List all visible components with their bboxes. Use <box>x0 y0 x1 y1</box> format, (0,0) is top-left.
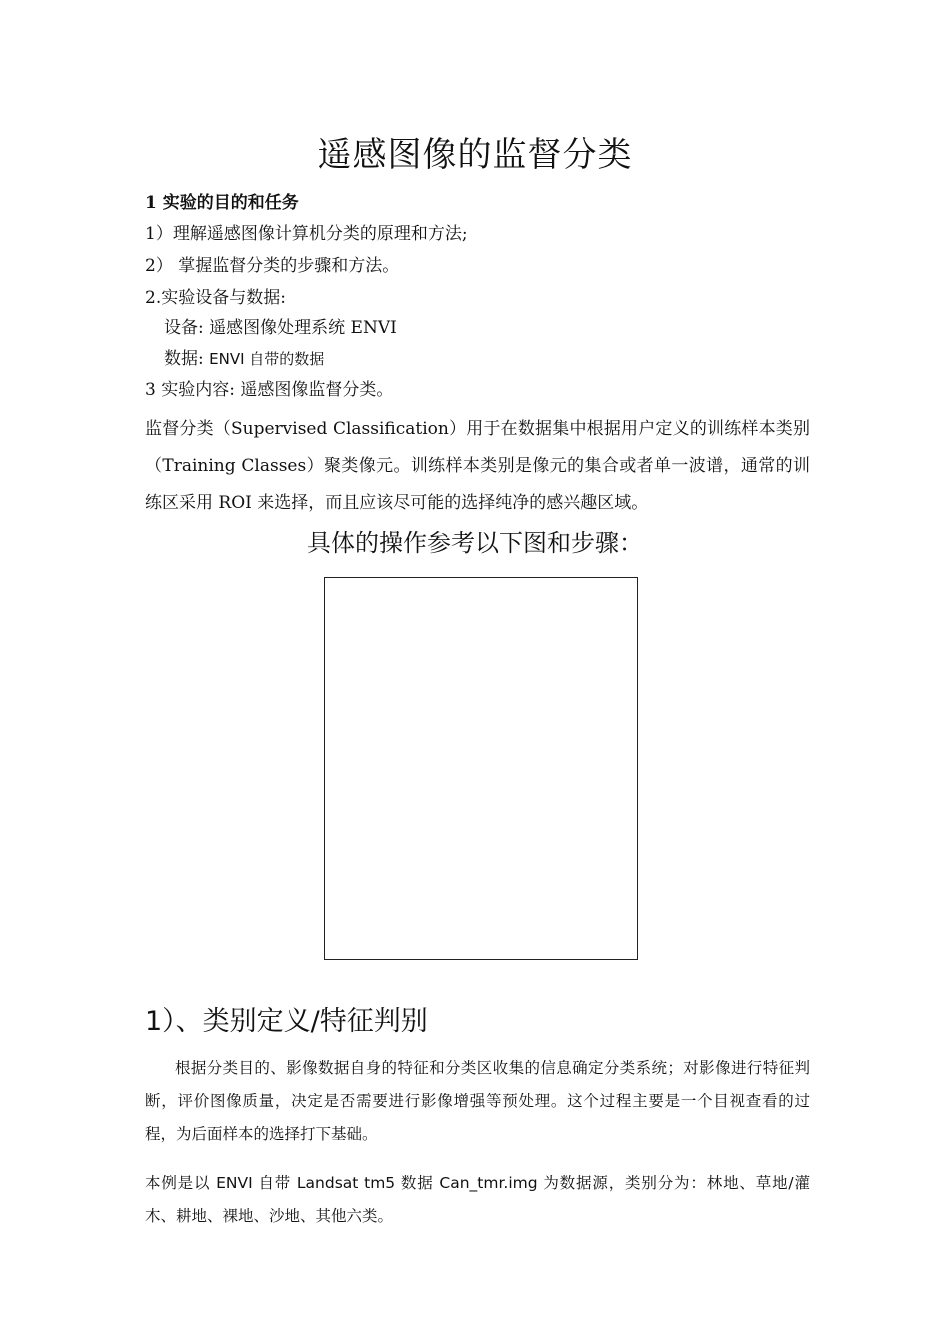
section-1-item-2: 2） 掌握监督分类的步骤和方法。 <box>145 256 400 276</box>
section-2-data <box>164 347 324 371</box>
section-2-equipment: 设备: 遥感图像处理系统 ENVI <box>164 318 397 338</box>
section-2-data-value: ENVI 自带的数据 <box>209 350 325 368</box>
intro-paragraph: 监督分类（Supervised Classification）用于在数据集中根据用户定义的训练样本类别（Training Classes）聚类像元。训练样本类别是像元的集合或者单一波谱，通常的训练区采用 ROI 来选择，而且应该尽可能的选择纯净的感兴趣区域。 <box>145 419 810 513</box>
section-3-heading: 3 实验内容: 遥感图像监督分类。 <box>145 380 394 400</box>
section-2-heading: 2.实验设备与数据: <box>145 288 286 308</box>
document-title: 遥感图像的监督分类 <box>317 135 633 175</box>
step-1-heading: 1）、类别定义/特征判别 <box>145 1006 428 1037</box>
figure-caption-heading: 具体的操作参考以下图和步骤： <box>307 529 643 557</box>
figure-placeholder <box>324 577 638 960</box>
step-1-paragraph-2: 本例是以 ENVI 自带 Landsat tm5 数据 Can_tmr.img 为数据源，类别分为：林地、草地/灌木、耕地、裸地、沙地、其他六类。 <box>145 1174 810 1225</box>
step-1-paragraph-1: 根据分类目的、影像数据自身的特征和分类区收集的信息确定分类系统；对影像进行特征判断，评价图像质量，决定是否需要进行影像增强等预处理。这个过程主要是一个目视查看的过程，为后面样本的选择打下基础。 <box>145 1059 810 1143</box>
section-2-data-label: 数据: <box>164 349 204 369</box>
section-1-item-1: 1）理解遥感图像计算机分类的原理和方法; <box>145 224 468 244</box>
section-1-heading: 1 实验的目的和任务 <box>145 193 299 213</box>
